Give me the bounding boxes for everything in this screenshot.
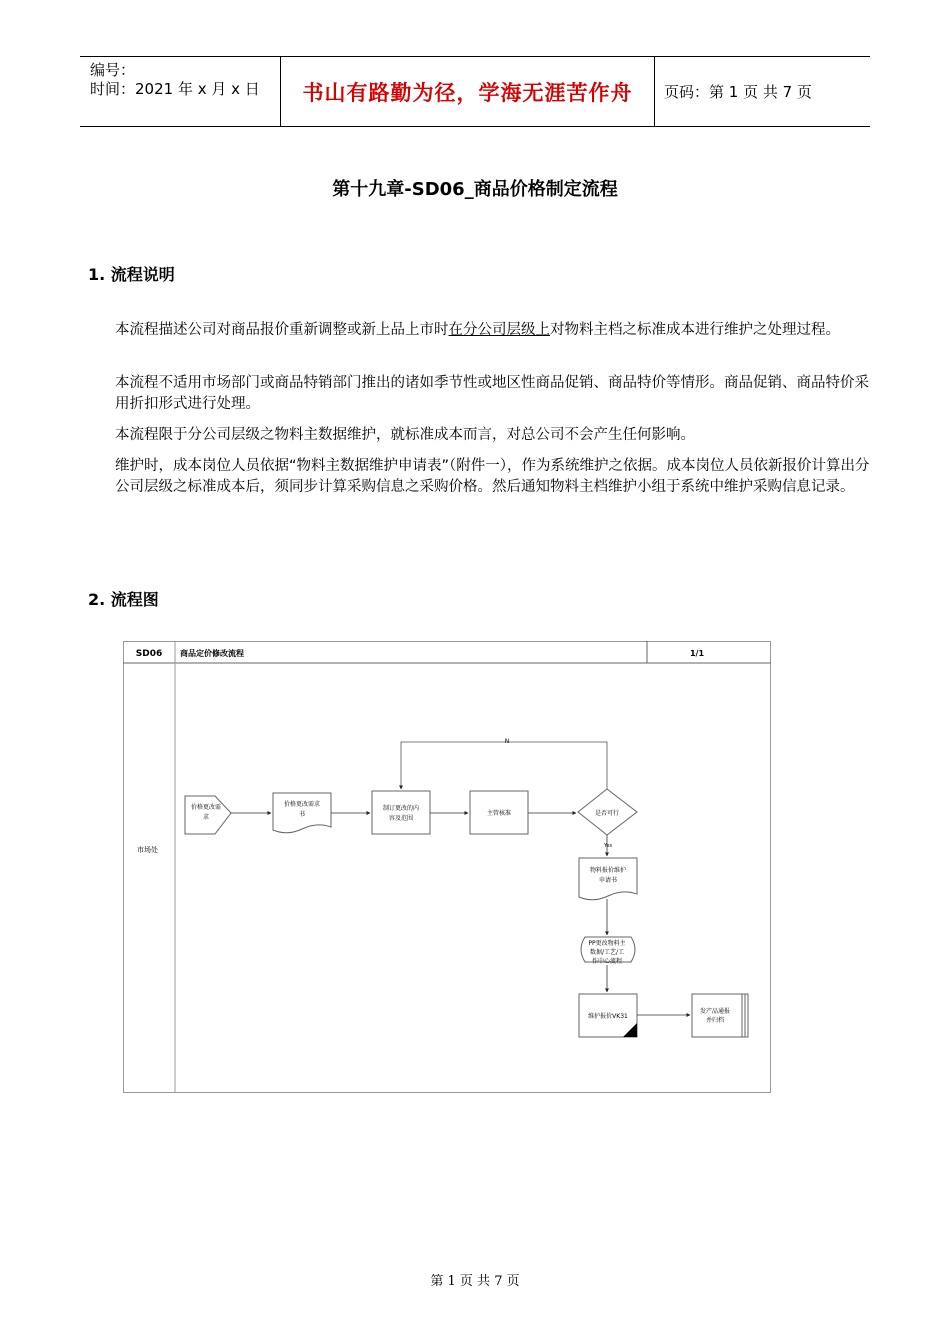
number-label: 编号： xyxy=(90,61,136,79)
flowchart-code: SD06 xyxy=(135,649,163,659)
svg-text:申请书: 申请书 xyxy=(598,877,618,884)
node-maintain-quote-vk31 xyxy=(579,994,637,1037)
header-page-number: 页码：第 1 页 共 7 页 xyxy=(664,83,812,101)
svg-text:物料报价维护: 物料报价维护 xyxy=(589,867,627,874)
yes-branch-label: Yes xyxy=(604,843,613,849)
no-branch-label: N xyxy=(504,738,510,745)
paragraph-text: 本流程描述公司对商品报价重新调整或新上品上市时 xyxy=(115,322,449,338)
header-table xyxy=(80,56,870,127)
paragraph-limit: 本流程限于分公司层级之物料主数据维护，就标准成本而言，对总公司不会产生任何影响。 xyxy=(115,427,695,443)
svg-text:主管核准: 主管核准 xyxy=(486,810,512,817)
section-heading-flowchart: 2. 流程图 xyxy=(88,590,159,609)
svg-text:求: 求 xyxy=(202,814,210,821)
paragraph-exclusion: 本流程不适用市场部门或商品特销部门推出的诸如季节性或地区性商品促销、商品特价等情形。商品促销、商品特价采用折扣形式进行处理。 xyxy=(115,375,869,412)
flowchart-page: 1/1 xyxy=(689,649,705,658)
svg-text:书: 书 xyxy=(298,811,306,818)
svg-text:价格更改需求: 价格更改需求 xyxy=(283,801,321,808)
svg-text:作中心流程: 作中心流程 xyxy=(591,958,623,965)
header-motto: 书山有路勤为径，学海无涯苦作舟 xyxy=(302,80,633,105)
svg-text:制订更改的内: 制订更改的内 xyxy=(382,805,420,812)
page-footer: 第 1 页 共 7 页 xyxy=(430,1274,520,1289)
svg-text:数据/工艺/工: 数据/工艺/工 xyxy=(589,949,625,956)
node-publish-and-archive xyxy=(692,994,748,1037)
node-define-scope xyxy=(372,791,430,834)
svg-text:发产品通报: 发产品通报 xyxy=(699,1008,731,1015)
paragraph-scope xyxy=(115,320,870,341)
svg-text:维护报价VK31: 维护报价VK31 xyxy=(588,1013,628,1020)
header-divider xyxy=(654,57,655,126)
svg-text:是否可行: 是否可行 xyxy=(594,810,620,817)
flowchart-frame xyxy=(124,642,771,1093)
header-meta xyxy=(90,61,260,99)
section-heading-process-description: 1. 流程说明 xyxy=(88,265,175,284)
flowchart-name: 商品定价修改流程 xyxy=(180,649,244,658)
paragraph-text: 对物料主档之标准成本进行维护之处理过程。 xyxy=(550,322,840,338)
svg-text:并归档: 并归档 xyxy=(705,1017,725,1024)
process-flowchart xyxy=(123,641,771,1093)
time-label: 时间：2021 年 x 月 x 日 xyxy=(90,80,260,98)
lane-label: 市场处 xyxy=(137,846,158,854)
document-title: 第十九章-SD06_商品价格制定流程 xyxy=(332,179,618,200)
paragraph-maintenance: 维护时，成本岗位人员依据“物料主数据维护申请表”（附件一），作为系统维护之依据。成本岗位人员依新报价计算出分公司层级之标准成本后，须同步计算采购信息之采购价格。然后通知物料主档维护小组于系统中维护采购信息记录。 xyxy=(115,458,870,495)
svg-text:价格更改需: 价格更改需 xyxy=(190,804,222,811)
svg-text:容及范围: 容及范围 xyxy=(388,815,414,822)
underlined-text: 在分公司层级上 xyxy=(448,322,550,338)
node-manager-approval xyxy=(470,791,528,834)
node-pp-master-data-change xyxy=(581,937,635,965)
svg-text:PP更改物料主: PP更改物料主 xyxy=(588,940,626,947)
